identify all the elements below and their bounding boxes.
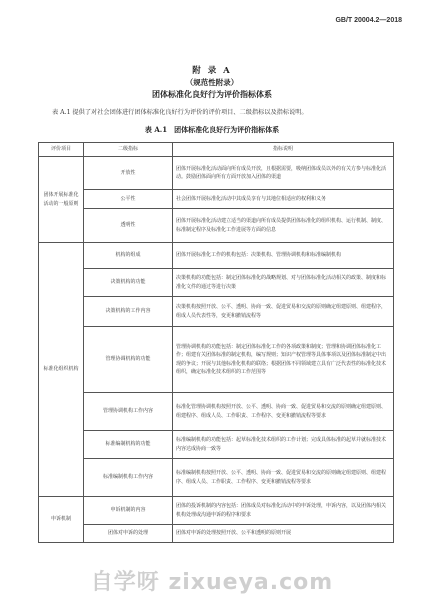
intro-paragraph: 表 A.1 提供了对社会团体进行团体标准化良好行为评价的评价项目、二级指标以及指标说明。 (52, 109, 308, 116)
evaluation-table (38, 142, 394, 543)
secondary-indicator: 标准编制机构工作内容 (84, 459, 173, 497)
table-row (39, 157, 394, 190)
indicator-description: 管理协调机构的功能包括：制定团体标准化工作的各项政策和制度；管理和协调团体标准化工作；组建有关团体标准的制定机构，编写规则；知识产权管理等具体事项以及团体标准制定中出现的争议；开展与其他标准化机构的联络；根据团体不同领域建立具有广泛代表性的标准化技术组织，确定标准化技术组织的工作范围等 (173, 327, 394, 393)
indicator-description: 团体的投诉机制的内容包括：团体成员对标准化活动中的申诉处理，申诉内容，以及团体内相关机构处理或沟通申诉的程序和要求 (173, 497, 394, 525)
evaluation-item: 团体开展标准化活动的一般原则 (39, 157, 84, 243)
table-row (39, 327, 394, 393)
appendix-title: 团体标准化良好行为评价指标体系 (152, 89, 272, 99)
secondary-indicator: 管理协调机构的功能 (84, 327, 173, 393)
table-title: 表 A.1 团体标准化良好行为评价指标体系 (144, 125, 280, 134)
header-secondary-indicator: 二级指标 (84, 143, 173, 157)
secondary-indicator: 公平性 (84, 190, 173, 209)
indicator-description: 团体开展标准化工作的机构包括：决策机构、管理协调机构和标准编制机构 (173, 243, 394, 269)
appendix-type: （规范性附录） (185, 78, 239, 87)
secondary-indicator: 透明性 (84, 209, 173, 243)
secondary-indicator: 开放性 (84, 157, 173, 190)
header-evaluation-item: 评价项目 (39, 143, 84, 157)
table-header-row (39, 143, 394, 157)
table-row (39, 393, 394, 431)
indicator-description: 团体开展标准化活动面向所有成员开放，且根据需要，吸纳团体成员以外的有关方参与标准化活动。鼓励团体面向所有方面开放加入团体的渠道 (173, 157, 394, 190)
table-row (39, 209, 394, 243)
evaluation-item: 申诉机制 (39, 497, 84, 543)
table-row (39, 297, 394, 327)
indicator-description: 社会团体开展标准化活动中其成员享有与其地位相适应的权利和义务 (173, 190, 394, 209)
secondary-indicator: 标准编制机构的功能 (84, 431, 173, 459)
header-indicator-description: 指标说明 (173, 143, 394, 157)
table-row (39, 243, 394, 269)
secondary-indicator: 管理协调机构工作内容 (84, 393, 173, 431)
watermark: 自学呀 zixueya.com (90, 570, 334, 595)
table-row (39, 190, 394, 209)
indicator-description: 决策机构按照开放、公平、透明、协商一致、促进贸易和交流的原则确定组建原则、组建程序，组成人员代表性等，变更和撤销流程等 (173, 297, 394, 327)
secondary-indicator: 团体对申诉的处理 (84, 525, 173, 543)
table-row (39, 431, 394, 459)
indicator-description: 标准编制机构按照开放、公平、透明、协商一致、促进贸易和交流的原则确定组建原则、组建程序、组成人员、工作职责、工作程序、变更和撤销流程等要求 (173, 459, 394, 497)
table-row (39, 459, 394, 497)
appendix-label: 附 录 A (192, 66, 232, 76)
indicator-description: 标准化管理协调机构按照开放、公平、透明、协商一致、促进贸易和交流的原则确定组建原则、组建程序、组成人员、工作职责、工作程序、变更和撤销流程等要求 (173, 393, 394, 431)
secondary-indicator: 机构的组成 (84, 243, 173, 269)
indicator-description: 决策机构的功能包括：制定团体标准化的战略规划、对与团体标准化活动相关的政策、制度和标准化文件的通过等进行决策 (173, 269, 394, 297)
table-row (39, 497, 394, 525)
indicator-description: 标准编制机构的功能包括：起草标准化技术组织的工作计划；完成具体标准的起草并就标准技术内容达成协商一致等 (173, 431, 394, 459)
table-row (39, 525, 394, 543)
indicator-description: 团体对申诉的处理按照开放、公平和透明的原则开展 (173, 525, 394, 543)
table-row (39, 269, 394, 297)
secondary-indicator: 决策机构的工作内容 (84, 297, 173, 327)
secondary-indicator: 决策机构的功能 (84, 269, 173, 297)
indicator-description: 团体开展标准化活动建立适当的渠道向所有成员提供团体标准化的组织机构、运行机制、制度、标准制定程序及标准化工作进展等方面的信息 (173, 209, 394, 243)
evaluation-item: 标准化组织机构 (39, 243, 84, 497)
standard-code: GB/T 20004.2—2018 (335, 17, 402, 24)
secondary-indicator: 申诉机制的内容 (84, 497, 173, 525)
